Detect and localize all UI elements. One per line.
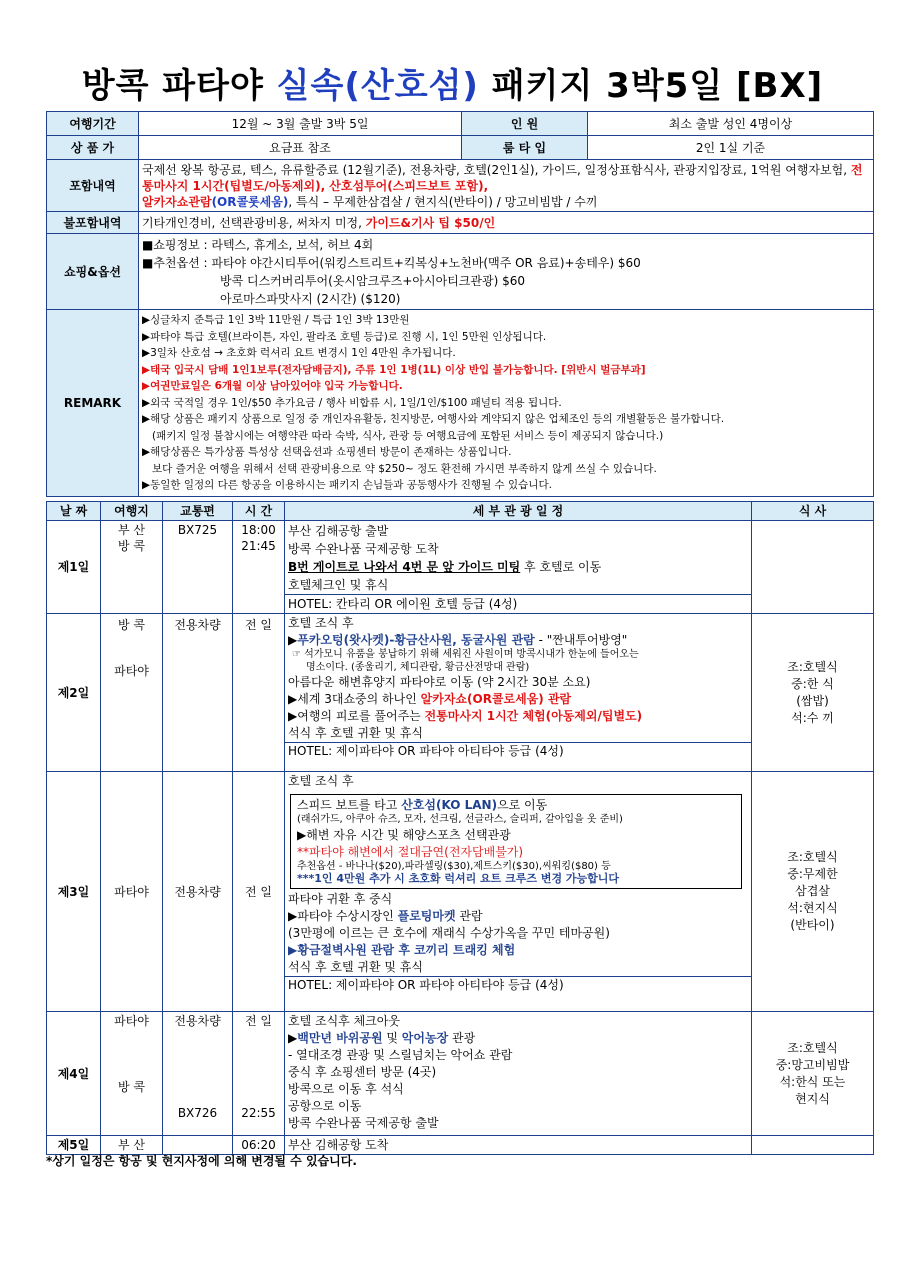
coral-island-box: 스피드 보트를 타고 산호섬(KO LAN)으로 이동 (래쉬가드, 아쿠아 슈즈, 모자, 선크림, 선글라스, 슬리퍼, 갈아입을 옷 준비) ▶해변 자유 시간 및 해양스포츠 선택관광 **파타야 해변에서 절대금연(전자담배불가) 추천옵션 - 바나나($20),파라셀링($30),제트스키($30),씨워킹($80) 등 ***1인 4만원 추가 시 초호화 럭셔리 요트 크루즈 변경 가능합니다 xyxy=(290,794,742,889)
info-table xyxy=(46,111,874,497)
room-label: 룸 타 입 xyxy=(462,136,588,160)
day2-label: 제2일 xyxy=(47,614,101,772)
day2-detail: 호텔 조식 후 ▶푸카오텅(왓사켓)-황금산사원, 동굴사원 관람 - "짠내투어방영" ☞ 석가모니 유품을 봉납하기 위해 세워진 사원이며 방콕시내가 한눈에 들어오는 명소이다. (종울리기, 체디관람, 황금산전망대 관람) 아름다운 해변휴양지 파타야로 이동 (약 2시간 30분 소요) ▶세계 3대쇼중의 하나인 알카자쇼(OR콜로세움) 관람 ▶여행의 피로를 풀어주는 전통마사지 1시간 체험(아동제외/팁별도) 석식 후 호텔 귀환 및 휴식 HOTEL: 제이파타야 OR 파타야 아티타야 등급 (4성) xyxy=(285,614,752,772)
footer-note: *상기 일정은 항공 및 현지사정에 의해 변경될 수 있습니다. xyxy=(46,1154,357,1168)
day1-meal xyxy=(752,521,874,614)
day3-label: 제3일 xyxy=(47,772,101,1012)
day5-label: 제5일 xyxy=(47,1136,101,1155)
shop-label: 쇼핑&옵션 xyxy=(47,234,139,310)
day5-place: 부 산 xyxy=(101,1136,163,1155)
day5-time: 06:20 xyxy=(233,1136,285,1155)
day1-place: 부 산 방 콕 xyxy=(101,521,163,614)
period-value: 12월 ~ 3월 출발 3박 5일 xyxy=(139,112,462,136)
day1-time: 18:00 21:45 xyxy=(233,521,285,614)
day4-place: 파타야 방 콕 xyxy=(101,1012,163,1136)
price-label: 상 품 가 xyxy=(47,136,139,160)
day5-detail: 부산 김해공항 도착 xyxy=(285,1136,752,1155)
day2-time: 전 일 xyxy=(233,614,285,772)
day4-row xyxy=(47,1012,874,1136)
day4-detail: 호텔 조식후 체크아웃 ▶백만년 바위공원 및 악어농장 관광 - 열대조경 관광 및 스릴넘치는 악어쇼 관람 중식 후 쇼핑센터 방문 (4곳) 방콕으로 이동 후 석식 공항으로 이동 방콕 수완나품 국제공항 출발 xyxy=(285,1012,752,1136)
exclude-text: 기타개인경비, 선택관광비용, 써차지 미정, 가이드&기사 팁 $50/인 xyxy=(139,212,874,234)
people-value: 최소 출발 성인 4명이상 xyxy=(588,112,874,136)
shop-text: ■쇼핑정보 : 라텍스, 휴게소, 보석, 허브 4회 ■추천옵션 : 파타야 야간시티투어(워킹스트리트+킥복싱+노천바(맥주 OR 음료)+송테우) $60 방콕 디스커버리투어(옷시암크루즈+아시아티크관광) $60 아로마스파맛사지 (2시간) ($120) xyxy=(139,234,874,310)
exclude-label: 불포함내역 xyxy=(47,212,139,234)
day1-row xyxy=(47,521,874,614)
people-label: 인 원 xyxy=(462,112,588,136)
day1-label: 제1일 xyxy=(47,521,101,614)
page-title: 방콕 파타야 실속(산호섬) 패키지 3박5일 [BX] xyxy=(81,66,824,106)
col-time: 시 간 xyxy=(233,502,285,521)
day4-transport: 전용차량 BX726 xyxy=(163,1012,233,1136)
day2-meal: 조:호텔식 중:한 식 (쌈밥) 석:수 끼 xyxy=(752,614,874,772)
include-text: 국제선 왕복 항공료, 텍스, 유류할증료 (12월기준), 전용차량, 호텔(2인1실), 가이드, 일정상표함식사, 관광지입장료, 1억원 여행자보험, 전통마사지 1시간(팁별도/아동제외), 산호섬투어(스피드보트 포함), 알카자쇼관람(OR콜롯세움), 특식 – 무제한삼겹살 / 현지식(반타이) / 망고비빔밥 / 수끼 xyxy=(139,160,874,212)
price-value: 요금표 참조 xyxy=(139,136,462,160)
col-date: 날 짜 xyxy=(47,502,101,521)
day3-place: 파타야 xyxy=(101,772,163,1012)
day4-meal: 조:호텔식 중:망고비빔밥 석:한식 또는 현지식 xyxy=(752,1012,874,1136)
col-detail: 세 부 관 광 일 정 xyxy=(285,502,752,521)
day3-transport: 전용차량 xyxy=(163,772,233,1012)
day1-detail: 부산 김해공항 출발 방콕 수완나품 국제공항 도착 B번 게이트로 나와서 4번 문 앞 가이드 미팅 후 호텔로 이동 호텔체크인 및 휴식 HOTEL: 칸타리 OR 에이원 호텔 등급 (4성) xyxy=(285,521,752,614)
col-place: 여행지 xyxy=(101,502,163,521)
period-label: 여행기간 xyxy=(47,112,139,136)
day3-detail: 호텔 조식 후 스피드 보트를 타고 산호섬(KO LAN)으로 이동 (래쉬가드, 아쿠아 슈즈, 모자, 선크림, 선글라스, 슬리퍼, 갈아입을 옷 준비) ▶해변 자유 시간 및 해양스포츠 선택관광 **파타야 해변에서 절대금연(전자담배불가) 추천옵션 - 바나나($20),파라셀링($30),제트스키($30),씨워킹($80) 등 ***1인 4만원 추가 시 초호화 럭셔리 요트 크루즈 변경 가능합니다 파타야 귀환 후 중식 ▶파타야 수상시장인 플로팅마켓 관람 (3만평에 이르는 큰 호수에 재래식 수상가옥을 꾸민 테마공원) ▶황금절벽사원 관람 후 코끼리 트래킹 체험 석식 후 호텔 귀환 및 휴식 HOTEL: 제이파타야 OR 파타야 아티타야 등급 (4성) xyxy=(285,772,752,1012)
remark-list: ▶싱글차지 준특급 1인 3박 11만원 / 특급 1인 3박 13만원 ▶파타야 특급 호텔(브라이튼, 자인, 팔라조 호텔 등급)로 진행 시, 1인 5만원 인상됩니다. ▶3일차 산호섬 → 초호화 럭셔리 요트 변경시 1인 4만원 추가됩니다. ▶태국 입국시 담배 1인1보루(전자담배금지), 주류 1인 1병(1L) 이상 반입 불가능합니다. [위반시 벌금부과] ▶여권만료일은 6개월 이상 남아있어야 입국 가능합니다. ▶외국 국적일 경우 1인/$50 추가요금 / 행사 비합류 시, 1일/1인/$100 패널티 적용 됩니다. ▶해당 상품은 패키지 상품으로 일정 중 개인자유활동, 친지방문, 여행사와 계약되지 않은 업체조인 등의 개별활동은 불가합니다. (패키지 일정 불참시에는 여행약관 따라 숙박, 식사, 관광 등 여행요금에 포함된 서비스 등이 제공되지 않습니다.) ▶해당상품은 특가상품 특성상 선택옵션과 쇼핑센터 방문이 존재하는 상품입니다. 보다 즐거운 여행을 위해서 선택 관광비용으로 약 $250~ 정도 환전해 가시면 부족하지 않게 쓰실 수 있습니다. ▶동일한 일정의 다른 항공을 이용하시는 패키지 손님들과 공동행사가 진행될 수 있습니다. xyxy=(139,310,874,497)
col-meal: 식 사 xyxy=(752,502,874,521)
remark-label: REMARK xyxy=(47,310,139,497)
day4-time: 전 일 22:55 xyxy=(233,1012,285,1136)
day3-row xyxy=(47,772,874,1012)
schedule-table xyxy=(46,501,874,1155)
day3-time: 전 일 xyxy=(233,772,285,1012)
day3-meal: 조:호텔식 중:무제한 삼겹살 석:현지식 (반타이) xyxy=(752,772,874,1012)
day5-meal xyxy=(752,1136,874,1155)
day4-label: 제4일 xyxy=(47,1012,101,1136)
day2-row xyxy=(47,614,874,772)
day2-place: 방 콕 파타야 xyxy=(101,614,163,772)
day2-transport: 전용차량 xyxy=(163,614,233,772)
include-label: 포함내역 xyxy=(47,160,139,212)
col-transport: 교통편 xyxy=(163,502,233,521)
day1-transport: BX725 xyxy=(163,521,233,614)
room-value: 2인 1실 기준 xyxy=(588,136,874,160)
